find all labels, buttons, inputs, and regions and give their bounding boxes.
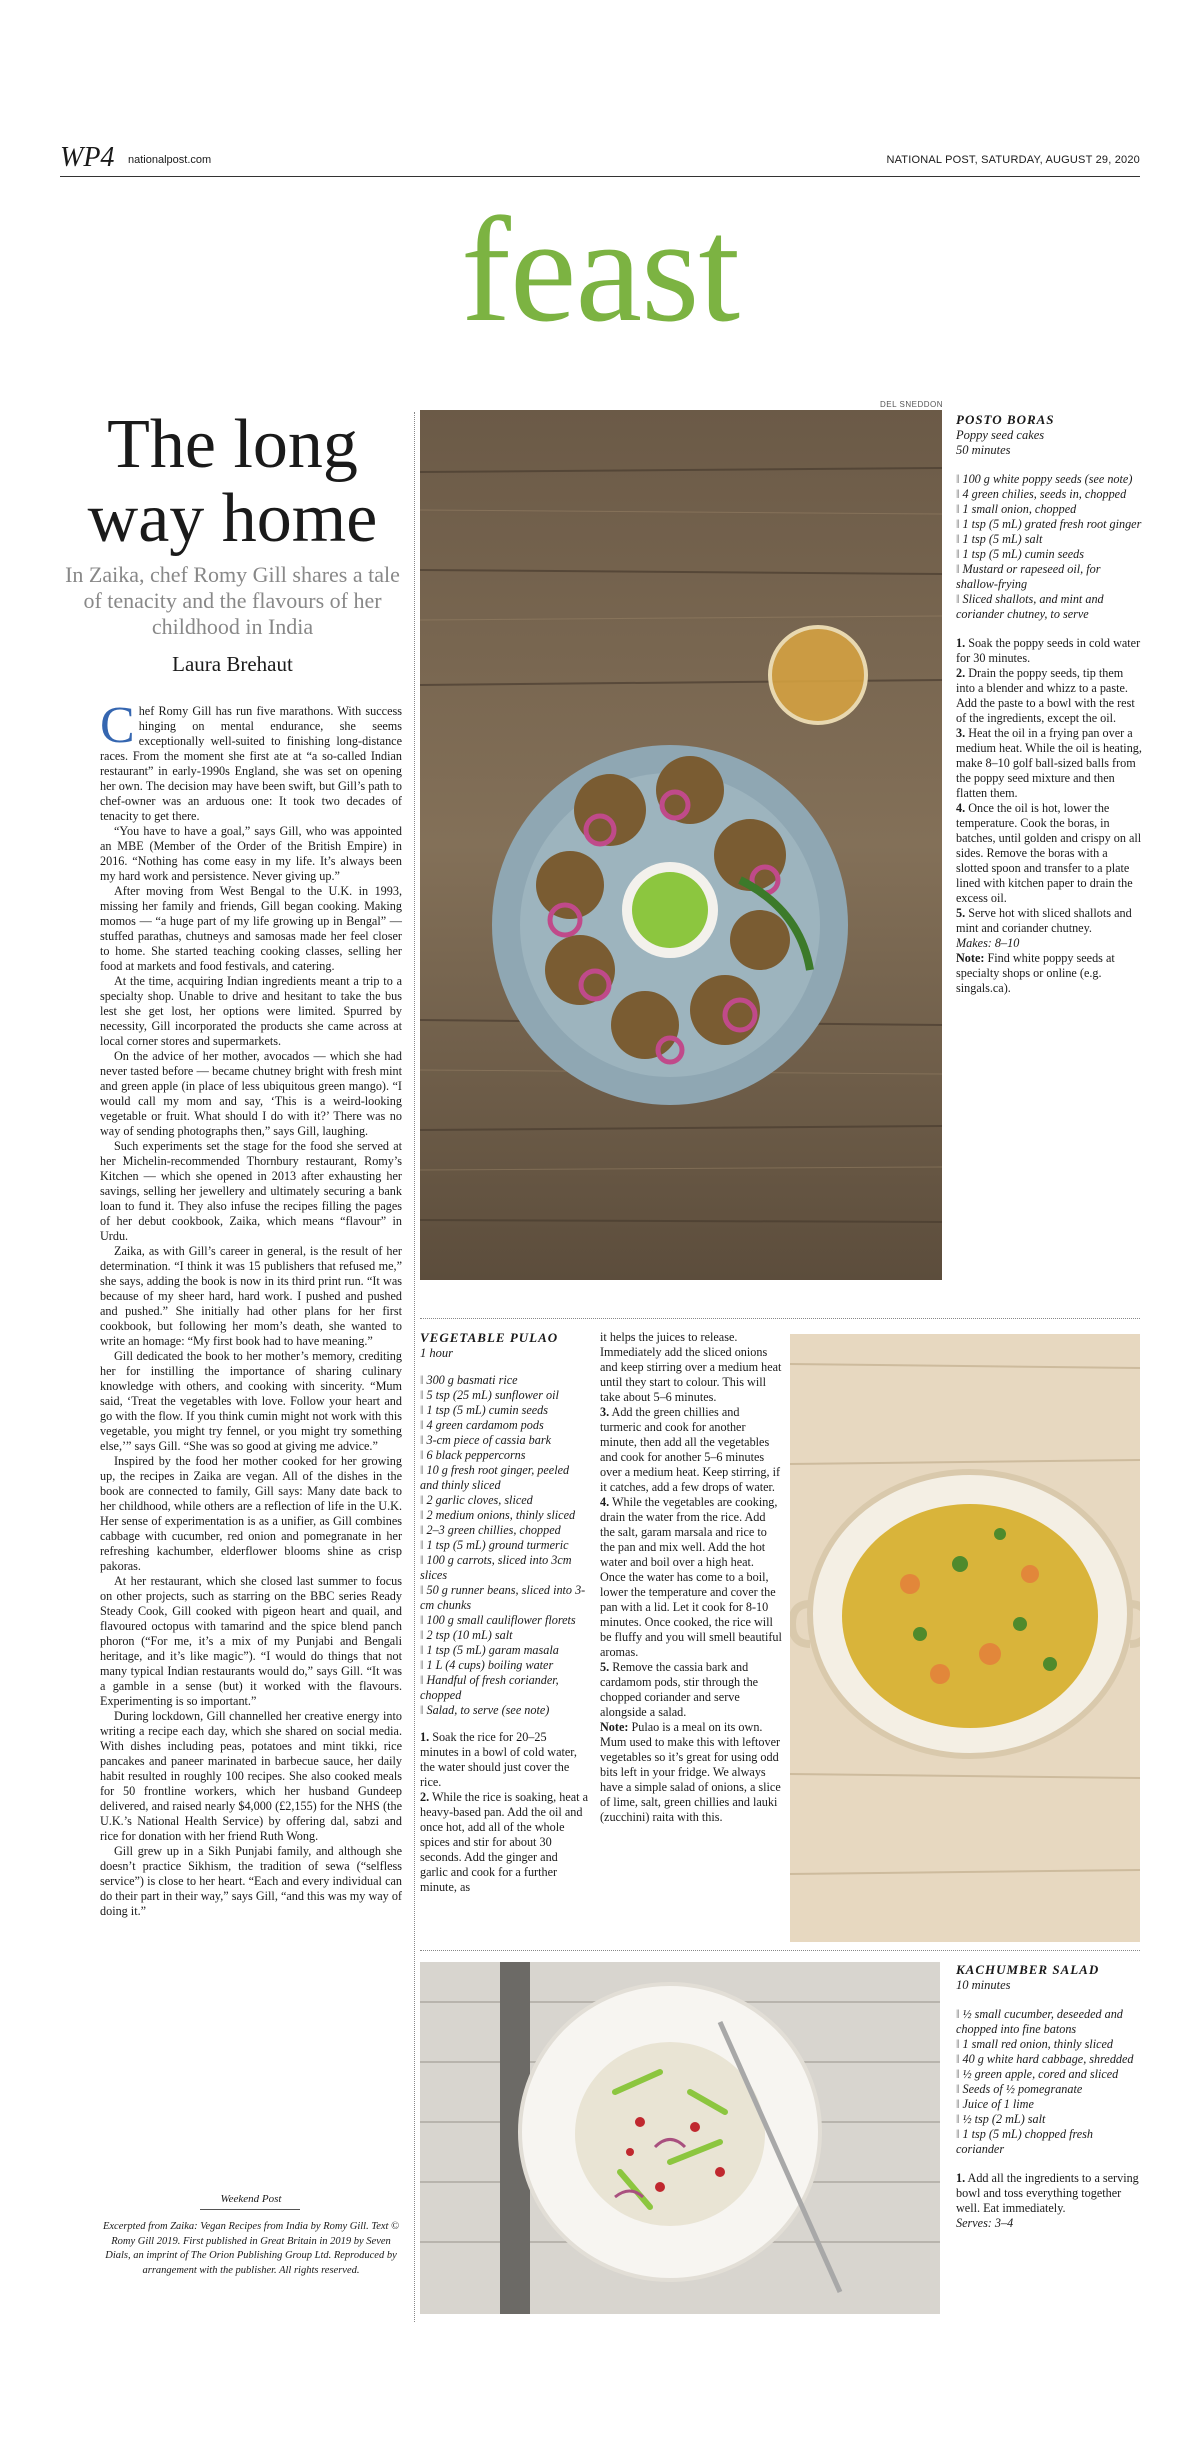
recipe-vegetable-pulao-continued bbox=[600, 1330, 782, 1825]
recipe-subtitle: Poppy seed cakes bbox=[956, 428, 1045, 442]
kachumber-salad-image bbox=[420, 1962, 940, 2314]
recipe-kachumber-salad bbox=[956, 1962, 1142, 2231]
vegetable-pulao-image bbox=[790, 1334, 1140, 1942]
ingredient: ‖ Mustard or rapeseed oil, for shallow-frying bbox=[956, 562, 1142, 592]
headline-line-1: The long bbox=[107, 406, 358, 483]
step: 3. Heat the oil in a frying pan over a medium heat. While the oil is heating, make 8–10 golf ball-sized balls from the poppy seed mixture and then flatten them. bbox=[956, 726, 1142, 800]
ingredient: ‖ 100 g carrots, sliced into 3cm slices bbox=[420, 1553, 588, 1583]
ingredient-list bbox=[956, 472, 1142, 622]
ingredient: ‖ 1 tsp (5 mL) grated fresh root ginger bbox=[956, 517, 1142, 532]
photo-credit: DEL SNEDDON bbox=[880, 400, 943, 409]
ingredient: ‖ 1 tsp (5 mL) cumin seeds bbox=[420, 1403, 588, 1418]
ingredient: ‖ Salad, to serve (see note) bbox=[420, 1703, 588, 1718]
article-paragraph: Gill dedicated the book to her mother’s memory, crediting her for instilling the importance of sharing culinary knowledge with others, and cooking with sincerity. “Mum said, ‘Treat the vegetables with love. Follow your heart and go with the flow. If you think cumin might not work with this vegetable, you might try fennel, or you might try something else,’” says Gill. “She was so good at giving me advice.” bbox=[100, 1349, 402, 1453]
kachumber-salad-photo bbox=[420, 1962, 940, 2314]
byline: Laura Brehaut bbox=[172, 652, 293, 676]
ingredient: ‖ 1 tsp (5 mL) garam masala bbox=[420, 1643, 588, 1658]
drop-cap: C bbox=[100, 697, 135, 754]
ingredient: ‖ ½ green apple, cored and sliced bbox=[956, 2067, 1142, 2082]
yield: Makes: 8–10 bbox=[956, 936, 1020, 950]
ingredient: ‖ 2–3 green chillies, chopped bbox=[420, 1523, 588, 1538]
recipe-time: 50 minutes bbox=[956, 443, 1011, 457]
recipe-time: 1 hour bbox=[420, 1346, 453, 1360]
step: 5. Remove the cassia bark and cardamom pods, stir through the chopped coriander and serve alongside a salad. bbox=[600, 1660, 759, 1719]
headline-line-2: way home bbox=[87, 480, 378, 557]
yield: Serves: 3–4 bbox=[956, 2216, 1014, 2230]
step: 1. Soak the poppy seeds in cold water for 30 minutes. bbox=[956, 636, 1141, 665]
recipe-divider-1 bbox=[420, 1318, 1140, 1319]
ingredient: ‖ Sliced shallots, and mint and coriander chutney, to serve bbox=[956, 592, 1142, 622]
ingredient: ‖ 300 g basmati rice bbox=[420, 1373, 588, 1388]
ingredient: ‖ 1 tsp (5 mL) ground turmeric bbox=[420, 1538, 588, 1553]
ingredient-list bbox=[420, 1373, 588, 1718]
article-paragraph: At the time, acquiring Indian ingredients meant a trip to a specialty shop. Unable to drive and hesitant to take the bus lest she get lost, her options were limited. Spurred by necessity, Gill incorporated the products she came across at local corner stores and supermarkets. bbox=[100, 974, 402, 1048]
section-title: feast bbox=[460, 187, 740, 353]
ingredient: ‖ 1 tsp (5 mL) cumin seeds bbox=[956, 547, 1142, 562]
step: 1. Add all the ingredients to a serving bowl and toss everything together well. Eat immediately. bbox=[956, 2171, 1139, 2215]
excerpt-note: Excerpted from Zaika: Vegan Recipes from India by Romy Gill. Text © Romy Gill 2019. First published in Great Britain in 2019 by Seven Dials, an imprint of The Orion Publishing Group Ltd. Reproduced by arrangement with the publisher. All rights reserved. bbox=[102, 2221, 400, 2276]
ingredient: ‖ 10 g fresh root ginger, peeled and thinly sliced bbox=[420, 1463, 588, 1493]
method bbox=[600, 1330, 782, 1825]
ingredient: ‖ 1 L (4 cups) boiling water bbox=[420, 1658, 588, 1673]
recipe-divider-2 bbox=[420, 1950, 1140, 1951]
article-paragraph: Chef Romy Gill has run five marathons. With success hinging on mental endurance, she seems exceptionally well-suited to finishing long-distance races. From the moment she first ate at “a so-called Indian restaurant” in early-1990s England, she was set on opening her own. The decision may have been swift, but Gill’s path to chef-owner was an arduous one: It took two decades of tenacity to get there. bbox=[100, 697, 402, 823]
ingredient: ‖ 3-cm piece of cassia bark bbox=[420, 1433, 588, 1448]
article-paragraph: After moving from West Bengal to the U.K. in 1993, missing her family and friends, Gill began cooking. Making momos — “a huge part of my life growing up in Bengal” — stuffed parathas, chutneys and samosas made her feel closer to home. She started teaching cooking classes, selling her food at markets and food festivals, and catering. bbox=[100, 884, 402, 973]
step: 1. Soak the rice for 20–25 minutes in a bowl of cold water, the water should just cover the rice. bbox=[420, 1730, 577, 1789]
step: 4. While the vegetables are cooking, drain the water from the rice. Add the salt, garam marsala and rice to the pan and mix well. Add the hot water and boil over a high heat. Once the water has come to a boil, lower the temperature and cover the pan with a lid. Let it cook for 8-10 minutes. Once cooked, the rice will be fluffy and you will smell beautiful aromas. bbox=[600, 1495, 782, 1659]
step: it helps the juices to release. Immediately add the sliced onions and keep stirring over a medium heat until they start to colour. This will take about 5–6 minutes. bbox=[600, 1330, 782, 1404]
posto-boras-image bbox=[420, 410, 942, 1280]
ingredient: ‖ 5 tsp (25 mL) sunflower oil bbox=[420, 1388, 588, 1403]
article-paragraph: “You have to have a goal,” says Gill, who was appointed an MBE (Member of the Order of the British Empire) in 2016. “Nothing has come easy in my life. It’s always been my hard work and persistence. Never giving up.” bbox=[100, 824, 402, 883]
ingredient: ‖ 4 green cardamom pods bbox=[420, 1418, 588, 1433]
step: 4. Once the oil is hot, lower the temperature. Cook the boras, in batches, until golden and crispy on all sides. Remove the boras with a slotted spoon and transfer to a plate lined with kitchen paper to drain the excess oil. bbox=[956, 801, 1142, 905]
dateline: NATIONAL POST, SATURDAY, AUGUST 29, 2020 bbox=[886, 154, 1140, 166]
ingredient: ‖ 50 g runner beans, sliced into 3-cm chunks bbox=[420, 1583, 588, 1613]
article-paragraph: Inspired by the food her mother cooked for her growing up, the recipes in Zaika are vegan. All of the dishes in the book are connected to family, Gill says: Many date back to her childhood, while others are a reflection of life in the U.K. Her sense of experimentation is as a unifier, as Gill combines cabbage with cucumber, red onion and pomegranate in her refreshing kachumber, elderflower blooms shine as crisp pakoras. bbox=[100, 1454, 402, 1573]
method bbox=[956, 636, 1142, 996]
ingredient: ‖ 2 tsp (10 mL) salt bbox=[420, 1628, 588, 1643]
article-paragraph: At her restaurant, which she closed last summer to focus on other projects, such as starring on the BBC series Ready Steady Cook, Gill cooked with pigeon heart and quail, and flavoured octopus with tamarind and the spice blend panch phoron (“For me, it’s a mix of my Punjabi and Bengali heritage, and it’s like magic”). “I would do things that not many typical Indian restaurants would do,” says Gill. “It was a gamble in a sense (but) it worked with the flavours. Experimenting is so important.” bbox=[100, 1574, 402, 1708]
article-paragraph: During lockdown, Gill channelled her creative energy into writing a recipe each day, which she shared on social media. With dishes including peas, potatoes and mint tikki, rice pancakes and paneer marinated in barbecue sauce, her daily habit resulted in roughly 100 recipes. She also cooked meals for 50 frontline workers, which her husband Gundeep delivered, and raised nearly $4,000 (£2,155) for the NHS (the U.K.’s National Health Service) by offering dal, sabzi and rice for donation with her friend Ruth Wong. bbox=[100, 1709, 402, 1843]
ingredient: ‖ 1 small red onion, thinly sliced bbox=[956, 2037, 1142, 2052]
article-paragraph: Zaika, as with Gill’s career in general, is the result of her determination. “I think it was 15 publishers that refused me,” she says, adding the book is now in its third print run. “It was because of my sheer hard, hard work. I pushed and pushed and pushed.” She initially had other plans for her first cookbook, but following her mom’s death, she wanted to write an homage: “My first book had to have meaning.” bbox=[100, 1244, 402, 1348]
method bbox=[956, 2171, 1142, 2231]
recipe-posto-boras bbox=[956, 412, 1142, 996]
note: Note: Find white poppy seeds at specialty shops or online (e.g. singals.ca). bbox=[956, 951, 1115, 995]
signoff: Weekend Post bbox=[220, 2193, 282, 2205]
ingredient: ‖ 2 garlic cloves, sliced bbox=[420, 1493, 588, 1508]
vegetable-pulao-photo bbox=[790, 1334, 1140, 1942]
method bbox=[420, 1730, 588, 1895]
ingredient: ‖ 100 g small cauliflower florets bbox=[420, 1613, 588, 1628]
column-divider bbox=[414, 412, 415, 2322]
ingredient: ‖ 1 tsp (5 mL) salt bbox=[956, 532, 1142, 547]
article-paragraph: On the advice of her mother, avocados — which she had never tasted before — became chutney bright with fresh mint and green apple (in place of less ubiquitous green mango). “I would call my mom and say, ‘This is a weird-looking vegetable or fruit. What should I do with it?’ There was no way of sending photographs then,” says Gill, laughing. bbox=[100, 1049, 402, 1138]
ingredient: ‖ 40 g white hard cabbage, shredded bbox=[956, 2052, 1142, 2067]
step: 2. While the rice is soaking, heat a heavy-based pan. Add the oil and once hot, add all of the whole spices and stir for about 30 seconds. Add the ginger and garlic and cook for a further minute, as bbox=[420, 1790, 588, 1894]
ingredient: ‖ Handful of fresh coriander, chopped bbox=[420, 1673, 588, 1703]
article-body bbox=[100, 697, 402, 1919]
ingredient: ‖ ½ tsp (2 mL) salt bbox=[956, 2112, 1142, 2127]
page-header bbox=[60, 140, 1140, 177]
step: 3. Add the green chillies and turmeric and cook for another minute, then add all the vegetables and cook for another 5–6 minutes over a medium heat. Keep stirring, if it catches, add a few drops of water. bbox=[600, 1405, 781, 1494]
signoff-rule bbox=[200, 2209, 300, 2210]
article-paragraph: Such experiments set the stage for the food she served at her Michelin-recommended Thornbury restaurant, Romy’s Kitchen — which she opened in 2013 after exhausting her savings, selling her jewellery and ultimately securing a bank loan to fund it. They also infuse the recipes filling the pages of her debut cookbook, Zaika, which means “flavour” in Urdu. bbox=[100, 1139, 402, 1243]
recipe-title: KACHUMBER SALAD bbox=[956, 1962, 1100, 1977]
ingredient-list bbox=[956, 2007, 1142, 2157]
recipe-vegetable-pulao bbox=[420, 1330, 588, 1895]
dek: In Zaika, chef Romy Gill shares a tale of tenacity and the flavours of her childhood in India bbox=[65, 562, 400, 639]
ingredient: ‖ 100 g white poppy seeds (see note) bbox=[956, 472, 1142, 487]
article-paragraph: Gill grew up in a Sikh Punjabi family, and although she doesn’t practice Sikhism, the tradition of sewa (“selfless service”) is close to her heart. “Each and every individual can do their part in their way,” says Gill, “and this was my way of doing it.” bbox=[100, 1844, 402, 1918]
ingredient: ‖ Juice of 1 lime bbox=[956, 2097, 1142, 2112]
ingredient: ‖ 1 small onion, chopped bbox=[956, 502, 1142, 517]
recipe-title: VEGETABLE PULAO bbox=[420, 1330, 559, 1345]
headline bbox=[60, 408, 405, 556]
ingredient: ‖ 6 black peppercorns bbox=[420, 1448, 588, 1463]
posto-boras-photo bbox=[420, 410, 942, 1280]
ingredient: ‖ Seeds of ½ pomegranate bbox=[956, 2082, 1142, 2097]
ingredient: ‖ 2 medium onions, thinly sliced bbox=[420, 1508, 588, 1523]
recipe-title: POSTO BORAS bbox=[956, 412, 1055, 427]
page-label: WP4 bbox=[60, 142, 115, 173]
ingredient: ‖ 4 green chilies, seeds in, chopped bbox=[956, 487, 1142, 502]
ingredient: ‖ 1 tsp (5 mL) chopped fresh coriander bbox=[956, 2127, 1142, 2157]
note: Note: Pulao is a meal on its own. Mum used to make this with leftover vegetables so it’s great for using odd bits left in your fridge. We always have a simple salad of onions, a slice of lime, salt, green chillies and lauki (zucchini) raita with this. bbox=[600, 1720, 781, 1824]
ingredient: ‖ ½ small cucumber, deseeded and chopped into fine batons bbox=[956, 2007, 1142, 2037]
step: 2. Drain the poppy seeds, tip them into a blender and whizz to a paste. Add the paste to a bowl with the rest of the ingredients, except the oil. bbox=[956, 666, 1135, 725]
step: 5. Serve hot with sliced shallots and mint and coriander chutney. bbox=[956, 906, 1132, 935]
site-url[interactable]: nationalpost.com bbox=[128, 154, 212, 166]
recipe-time: 10 minutes bbox=[956, 1978, 1011, 1992]
